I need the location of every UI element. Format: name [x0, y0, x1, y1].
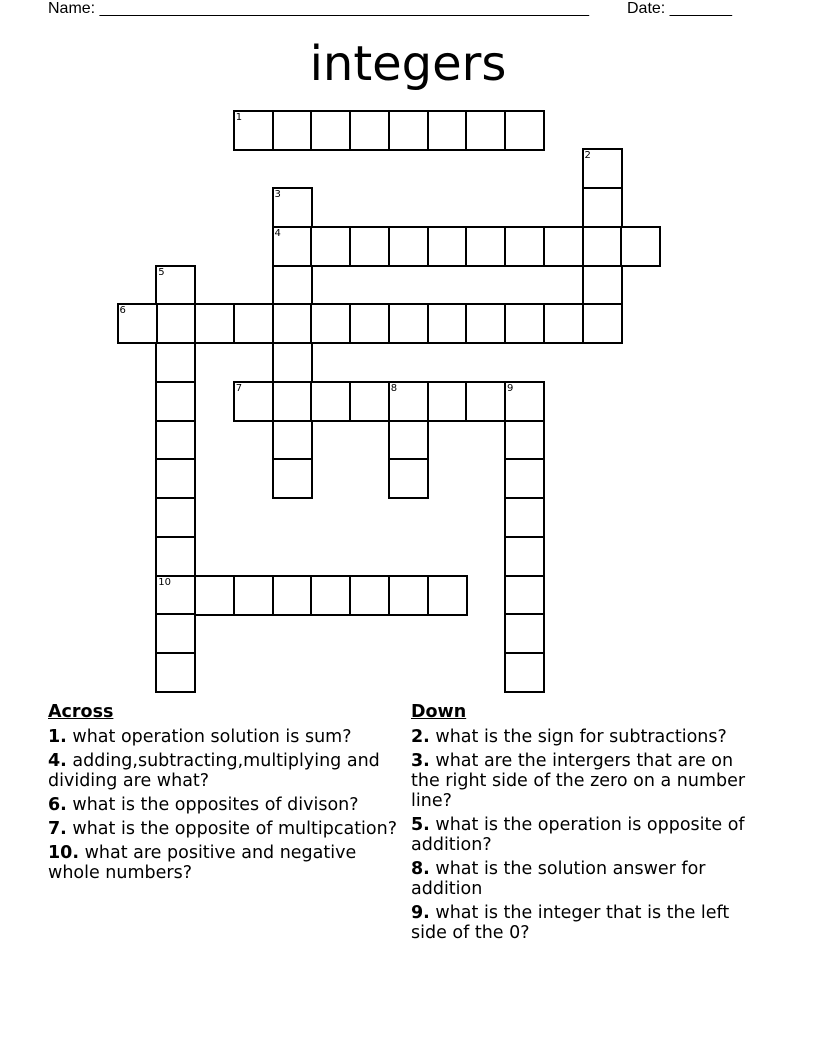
grid-cell[interactable]	[272, 458, 313, 499]
clue-number: 6	[119, 305, 126, 317]
grid-cell[interactable]	[504, 613, 545, 654]
grid-cell[interactable]	[388, 110, 429, 151]
clue-down-8: 8. what is the solution answer for addition	[411, 859, 706, 899]
grid-cell[interactable]	[272, 575, 313, 616]
grid-cell[interactable]	[155, 497, 196, 538]
clue-number: 7	[235, 382, 243, 394]
grid-cell[interactable]	[155, 536, 196, 577]
grid-cell[interactable]	[504, 575, 545, 616]
grid-cell[interactable]	[349, 110, 390, 151]
grid-cell[interactable]	[272, 110, 313, 151]
grid-cell[interactable]	[117, 303, 158, 344]
grid-cell[interactable]	[504, 381, 545, 422]
grid-cell[interactable]	[272, 420, 313, 461]
grid-cell[interactable]	[388, 420, 429, 461]
clue-number: 10	[158, 576, 171, 588]
grid-cell[interactable]	[582, 226, 623, 267]
grid-cell[interactable]	[504, 420, 545, 461]
grid-cell[interactable]	[310, 110, 351, 151]
grid-cell[interactable]	[233, 575, 274, 616]
across-clues	[48, 701, 398, 887]
grid-cell[interactable]	[582, 187, 623, 228]
grid-cell[interactable]	[504, 497, 545, 538]
grid-cell[interactable]	[582, 265, 623, 306]
clue-down-5: 5. what is the operation is opposite of addition?	[411, 815, 745, 855]
grid-cell[interactable]	[388, 381, 429, 422]
grid-cell[interactable]	[310, 381, 351, 422]
grid-cell[interactable]	[349, 303, 390, 344]
grid-cell[interactable]	[349, 575, 390, 616]
clue-number: 8	[390, 382, 398, 394]
grid-cell[interactable]	[504, 226, 545, 267]
grid-cell[interactable]	[272, 342, 313, 383]
grid-cell[interactable]	[155, 303, 196, 344]
grid-cell[interactable]	[155, 265, 196, 306]
clue-across-6: 6. what is the opposites of divison?	[48, 795, 359, 815]
grid-cell[interactable]	[349, 226, 390, 267]
grid-cell[interactable]	[272, 303, 313, 344]
grid-cell[interactable]	[427, 381, 468, 422]
grid-cell[interactable]	[388, 458, 429, 499]
page-title: integers	[309, 36, 507, 92]
grid-cell[interactable]	[272, 187, 313, 228]
clue-number: 4	[274, 227, 281, 239]
grid-cell[interactable]	[504, 458, 545, 499]
grid-cell[interactable]	[504, 652, 545, 693]
grid-cell[interactable]	[465, 226, 506, 267]
name-field[interactable]: Name: _______________________________________________________	[48, 0, 589, 17]
clue-across-10: 10. what are positive and negative whole numbers?	[48, 843, 357, 883]
clue-down-2: 2. what is the sign for subtractions?	[411, 727, 727, 747]
grid-cell[interactable]	[155, 458, 196, 499]
grid-cell[interactable]	[427, 226, 468, 267]
grid-cell[interactable]	[427, 575, 468, 616]
grid-cell[interactable]	[504, 303, 545, 344]
grid-cell[interactable]	[582, 148, 623, 189]
clue-number: 9	[507, 382, 514, 394]
grid-cell[interactable]	[155, 613, 196, 654]
clue-down-9: 9. what is the integer that is the left side of the 0?	[411, 903, 730, 943]
grid-cell[interactable]	[272, 381, 313, 422]
grid-cell[interactable]	[155, 342, 196, 383]
grid-cell[interactable]	[427, 303, 468, 344]
grid-cell[interactable]	[155, 575, 196, 616]
grid-cell[interactable]	[427, 110, 468, 151]
across-heading: Across	[48, 702, 114, 722]
grid-cell[interactable]	[310, 226, 351, 267]
date-field[interactable]: Date: _______	[627, 0, 732, 17]
grid-cell[interactable]	[388, 575, 429, 616]
clue-number: 5	[158, 266, 165, 278]
down-heading: Down	[411, 702, 467, 722]
grid-cell[interactable]	[233, 110, 274, 151]
grid-cell[interactable]	[272, 265, 313, 306]
clue-number: 1	[235, 111, 243, 123]
clue-number: 3	[274, 189, 281, 200]
grid-cell[interactable]	[465, 303, 506, 344]
grid-cell[interactable]	[620, 226, 661, 267]
grid-cell[interactable]	[349, 381, 390, 422]
grid-cell[interactable]	[388, 226, 429, 267]
grid-cell[interactable]	[465, 110, 506, 151]
grid-cell[interactable]	[582, 303, 623, 344]
grid-cell[interactable]	[543, 303, 584, 344]
grid-cell[interactable]	[233, 303, 274, 344]
clue-across-1: 1. what operation solution is sum?	[48, 727, 352, 747]
grid-cell[interactable]	[504, 536, 545, 577]
grid-cell[interactable]	[272, 226, 313, 267]
clue-down-3: 3. what are the intergers that are on the right side of the zero on a number line?	[411, 751, 746, 811]
grid-cell[interactable]	[504, 110, 545, 151]
grid-cell[interactable]	[194, 575, 235, 616]
down-clues	[411, 701, 761, 947]
grid-cell[interactable]	[310, 575, 351, 616]
grid-cell[interactable]	[310, 303, 351, 344]
grid-cell[interactable]	[465, 381, 506, 422]
grid-cell[interactable]	[155, 652, 196, 693]
clue-number: 2	[584, 150, 591, 162]
grid-cell[interactable]	[194, 303, 235, 344]
clue-across-4: 4. adding,subtracting,multiplying and dividing are what?	[48, 751, 380, 791]
grid-cell[interactable]	[155, 420, 196, 461]
grid-cell[interactable]	[155, 381, 196, 422]
grid-cell[interactable]	[388, 303, 429, 344]
clue-across-7: 7. what is the opposite of multipcation?	[48, 819, 398, 839]
grid-cell[interactable]	[543, 226, 584, 267]
grid-cell[interactable]	[233, 381, 274, 422]
